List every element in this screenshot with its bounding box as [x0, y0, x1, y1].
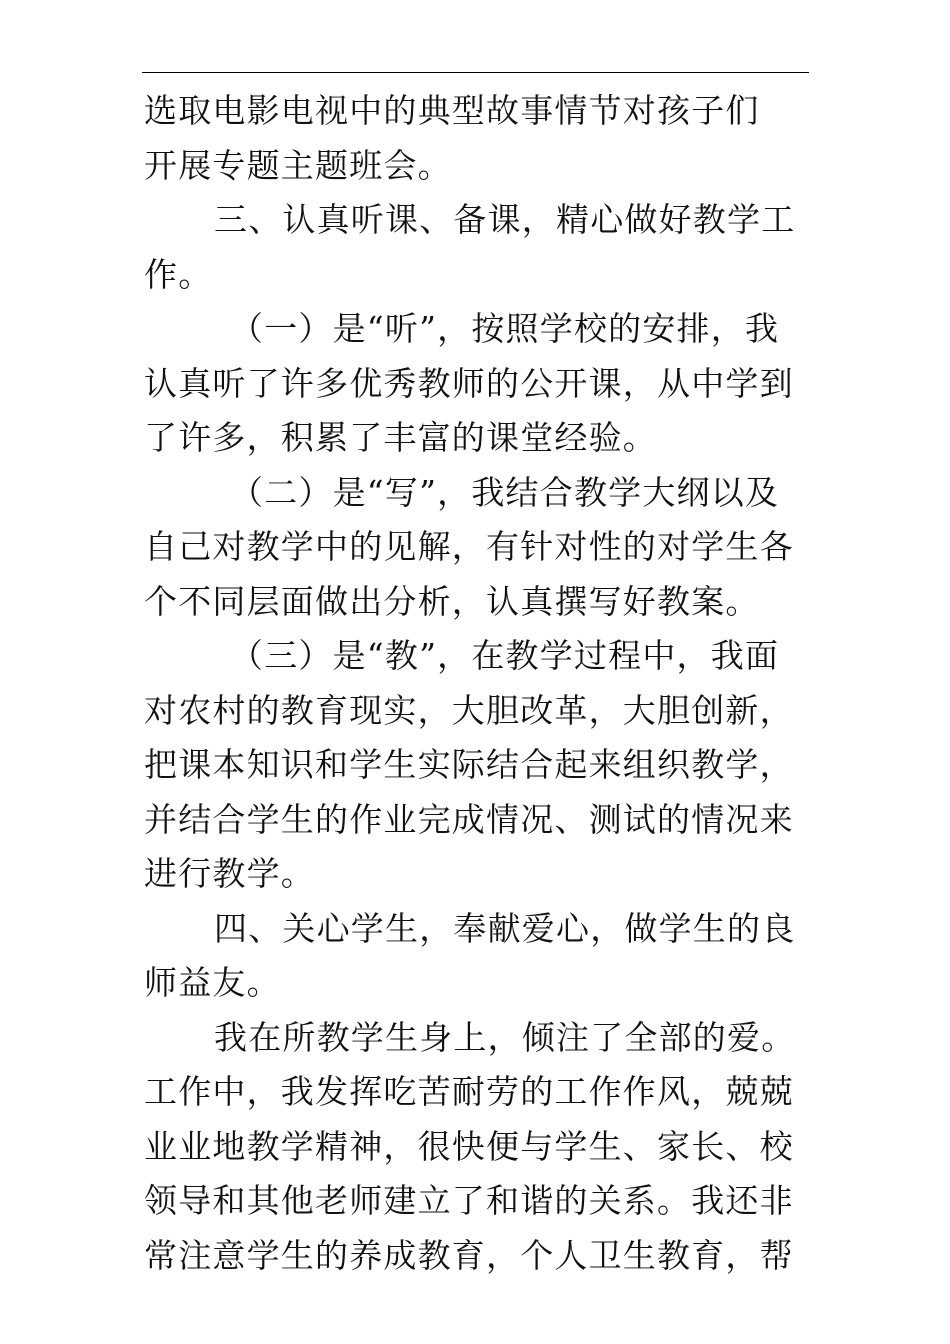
text-line: 把课本知识和学生实际结合起来组织教学， — [144, 745, 794, 784]
text-line: 认真听了许多优秀教师的公开课，从中学到 — [144, 363, 794, 403]
paragraph-start: （一）是“听”，按照学校的安排，我 — [230, 309, 780, 348]
paragraph-start: 我在所教学生身上，倾注了全部的爱。 — [214, 1017, 796, 1057]
text-line: 进行教学。 — [144, 854, 315, 893]
text-line: 工作中，我发挥吃苦耐劳的工作作风，兢兢 — [144, 1072, 794, 1111]
text-line: 对农村的教育现实，大胆改革，大胆创新， — [144, 690, 794, 730]
body-text — [144, 84, 812, 1283]
text-line: 自己对教学中的见解，有针对性的对学生各 — [144, 527, 794, 566]
paragraph-start: （三）是“教”，在教学过程中，我面 — [230, 636, 780, 675]
section-heading: 四、关心学生，奉献爱心，做学生的良 — [214, 908, 796, 948]
text-line: 个不同层面做出分析，认真撰写好教案。 — [144, 581, 760, 621]
text-line: 领导和其他老师建立了和谐的关系。我还非 — [144, 1181, 794, 1220]
paragraph-start: （二）是“写”，我结合教学大纲以及 — [230, 472, 780, 512]
text-line: 业业地教学精神，很快便与学生、家长、校 — [144, 1126, 794, 1166]
text-line: 作。 — [144, 254, 213, 294]
section-heading: 三、认真听课、备课，精心做好教学工 — [214, 200, 796, 239]
text-line: 选取电影电视中的典型故事情节对孩子们 — [144, 91, 760, 130]
text-line: 并结合学生的作业完成情况、测试的情况来 — [144, 799, 794, 839]
header-rule — [142, 72, 809, 73]
text-line: 常注意学生的养成教育，个人卫生教育，帮 — [144, 1235, 794, 1275]
text-line: 了许多，积累了丰富的课堂经验。 — [144, 418, 657, 457]
text-line: 开展专题主题班会。 — [144, 145, 452, 185]
text-line: 师益友。 — [144, 963, 281, 1002]
